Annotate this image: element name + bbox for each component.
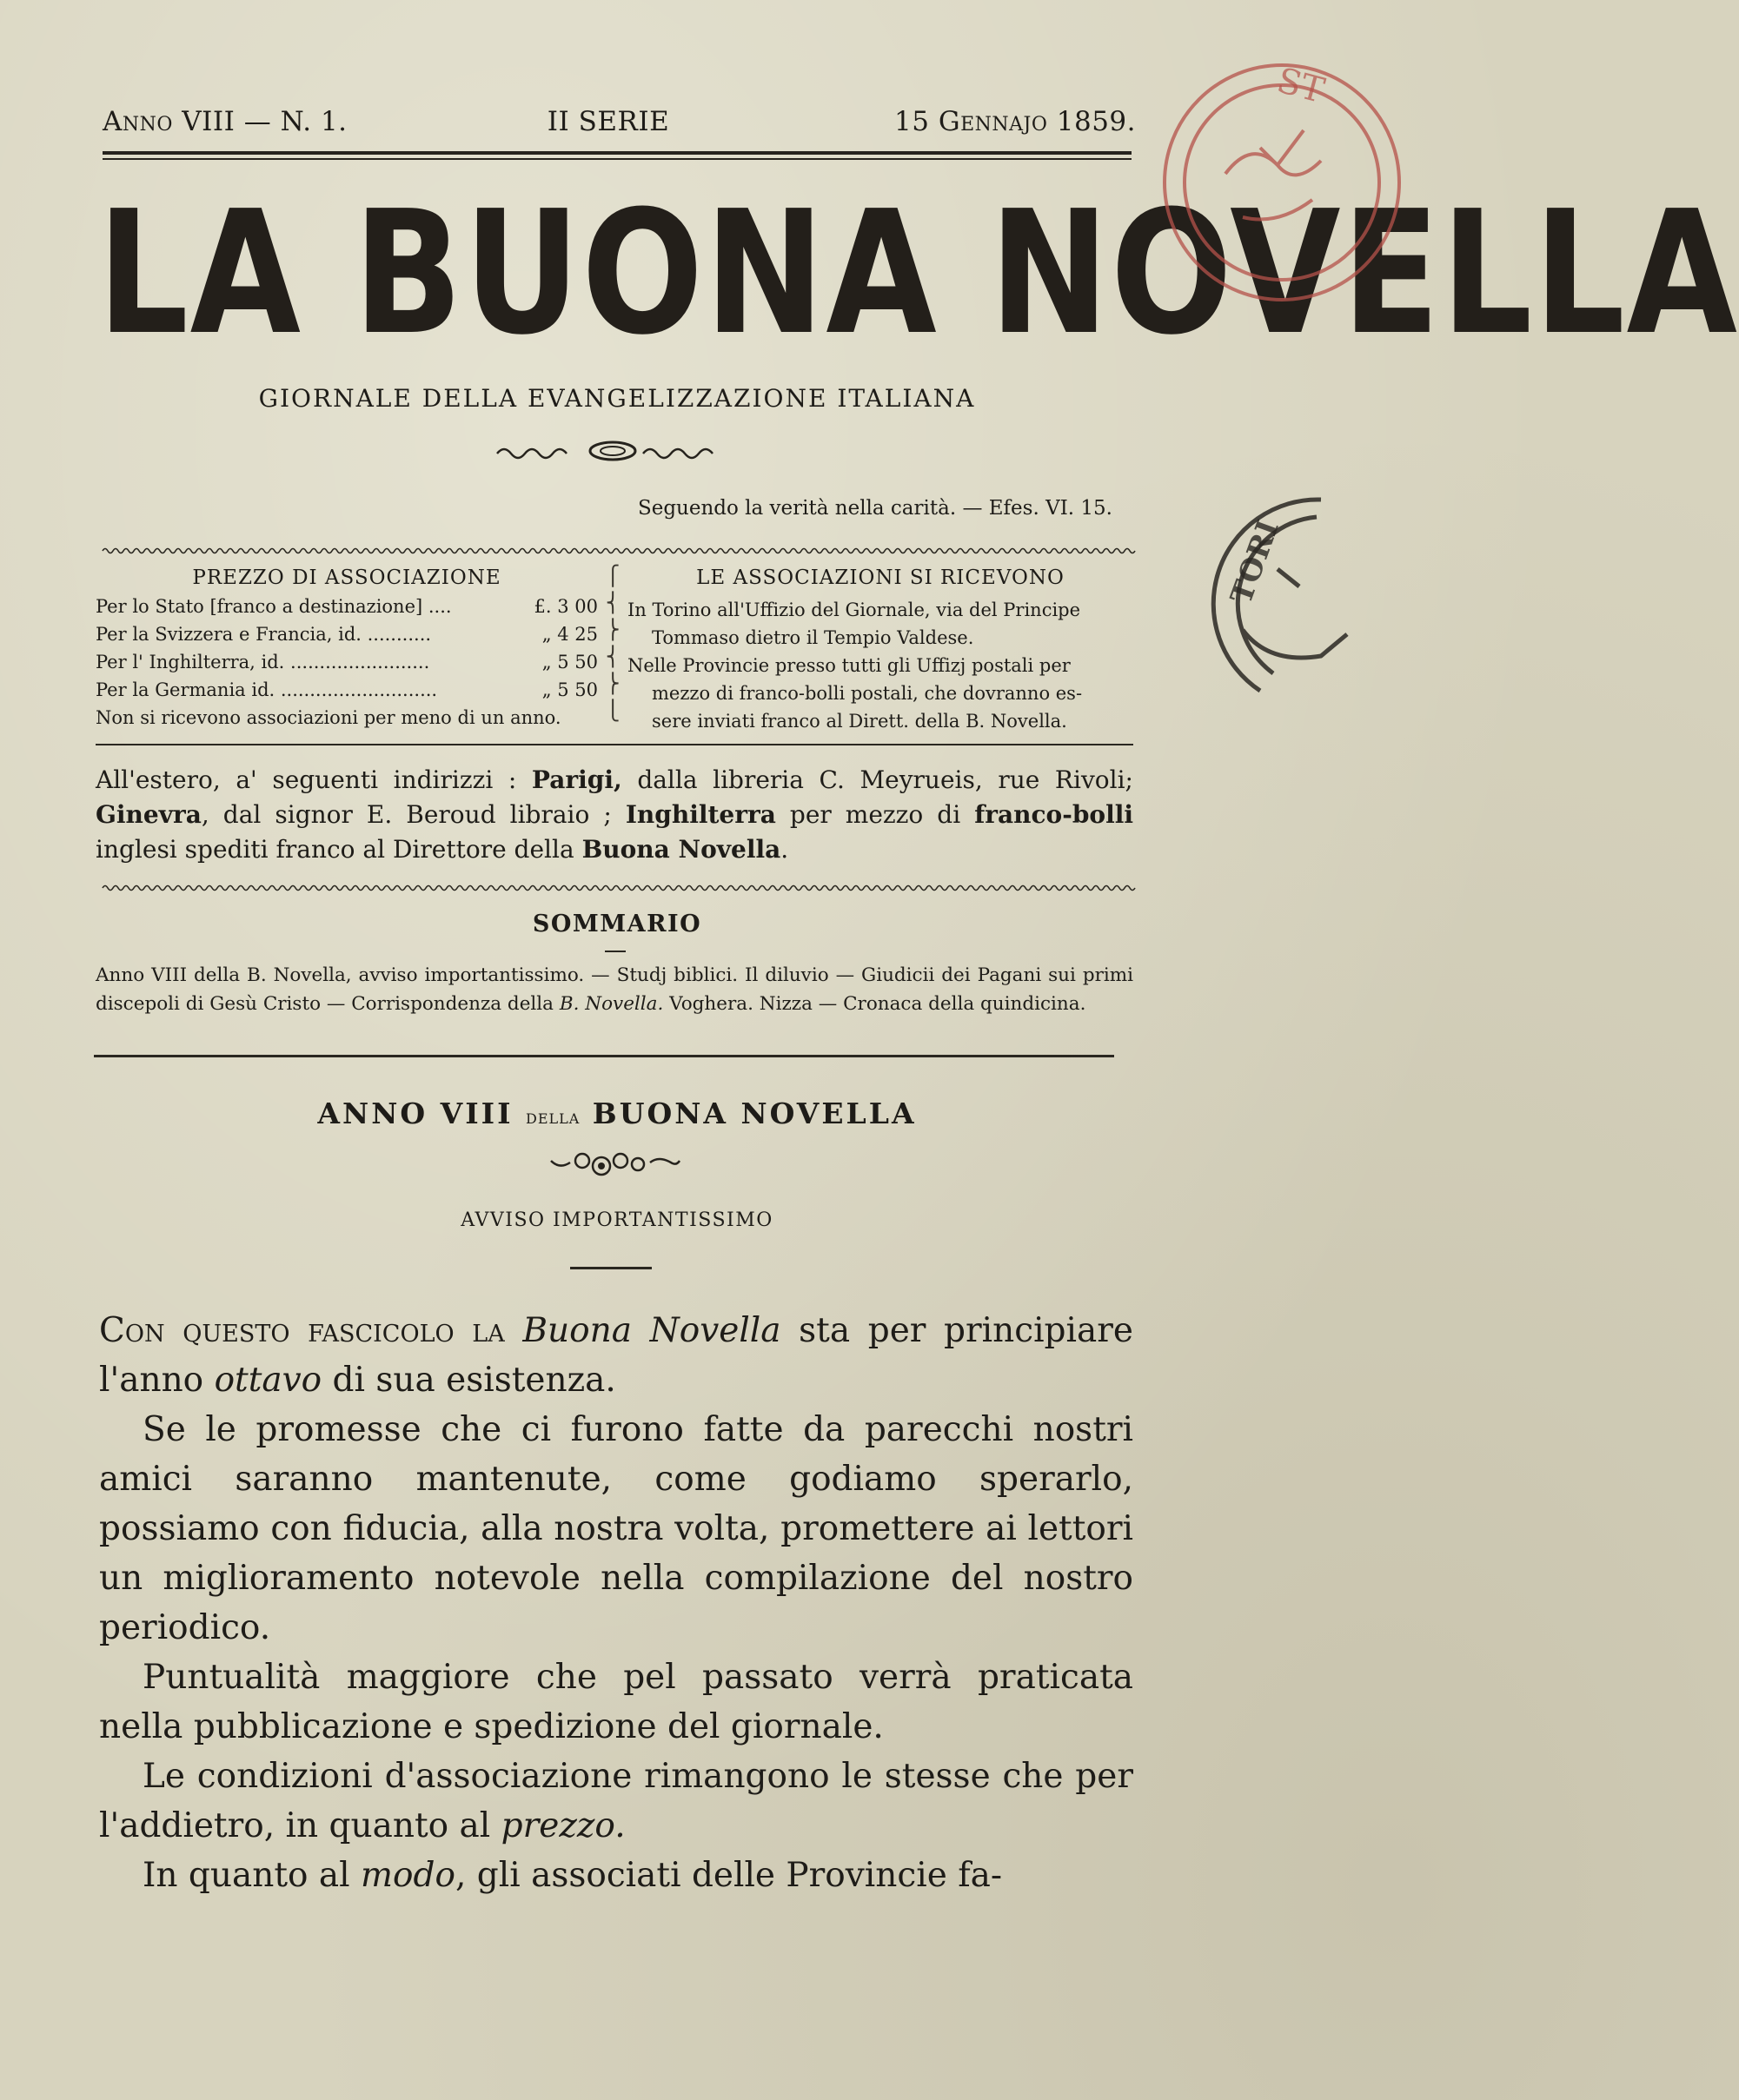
article-title-part: della [526,1106,581,1129]
article-ornament [546,1150,685,1178]
estero-text: dalla libreria C. Meyrueis, rue Rivoli; [621,765,1133,794]
foreign-addresses [96,763,1133,867]
paragraph [99,1306,1133,1405]
price-row [96,624,598,652]
receive-info [627,596,1133,735]
flourish-ornament [495,436,730,466]
price-row-value: £. 3 00 [534,596,598,617]
article-title-part: BUONA NOVELLA [580,1096,917,1130]
summary-dash [605,951,626,952]
paragraph: Puntualità maggiore che pel passato verrà praticata nella pubblicazione e spedizione del giornale. [99,1658,1133,1746]
svg-text:ST: ST [1272,60,1329,112]
masthead-motto: Seguendo la verità nella carità. — Efes. VI. 15. [637,497,1112,520]
receive-line: Nelle Provincie presso tutti gli Uffizj postali per [627,655,1071,676]
paragraph-text: Con questo fascicolo la [99,1311,523,1350]
wavy-divider [103,883,1132,893]
wavy-divider [103,546,1132,556]
masthead-subtitle: GIORNALE DELLA EVANGELIZZAZIONE ITALIANA [258,384,976,413]
price-row [96,596,598,624]
issue-number: Anno VIII — N. 1. [103,106,348,137]
receive-line: In Torino all'Uffizio del Giornale, via del Principe [627,600,1081,620]
masthead-title: LA BUONA NOVELLA [97,175,1739,373]
paragraph-italic: ottavo [214,1361,322,1400]
header-rule [103,151,1132,160]
price-row-value: „ 4 25 [541,624,598,645]
paragraph [99,1851,1133,1900]
section-rule [96,744,1133,745]
red-postmark-stamp [1130,52,1428,313]
article-body [99,1306,1133,1900]
estero-text: , dal signor E. Beroud libraio ; [201,800,626,829]
paragraph [99,1752,1133,1851]
price-row-label: Per la Germania id. ........................... [96,679,438,700]
receive-line: sere inviati franco al Dirett. della B. Novella. [652,711,1067,732]
summary-body [96,961,1133,1018]
svg-text:TORI: TORI [1224,515,1286,609]
price-row [96,652,598,679]
article-title [103,1096,1132,1130]
price-row [96,679,598,707]
estero-city: Ginevra [96,800,202,829]
price-row-value: „ 5 50 [541,652,598,672]
price-row-label: Per la Svizzera e Francia, id. ........... [96,624,432,645]
paragraph-italic: prezzo. [501,1806,626,1845]
paragraph: Se le promesse che ci furono fatte da parecchi nostri amici saranno mantenute, come godiamo sperarlo, possiamo con fiducia, alla nostra volta, promettere ai lettori un miglioramento notevole nella compilazione del nostro periodico. [99,1410,1133,1647]
estero-stamps: franco-bolli [974,800,1133,829]
series-label: II SERIE [547,106,670,137]
paragraph-italic: modo [361,1856,455,1895]
price-row-value: „ 5 50 [541,679,598,700]
estero-journal: Buona Novella [581,835,781,864]
paragraph-text: , gli associati delle Provincie fa- [455,1856,1003,1895]
price-note-text: Non si ricevono associazioni per meno di un anno. [96,707,561,728]
price-heading: PREZZO DI ASSOCIAZIONE [192,566,501,589]
black-postmark-stamp [1208,491,1428,725]
article-title-part: ANNO VIII [317,1096,526,1130]
estero-city: Parigi, [531,765,622,794]
price-row-label: Per l' Inghilterra, id. ........................ [96,652,430,672]
receive-heading: LE ASSOCIAZIONI SI RICEVONO [696,566,1065,589]
article-dash [570,1267,652,1269]
estero-text: . [780,835,789,864]
summary-text: Voghera. Nizza — Cronaca della quindicina. [663,993,1086,1015]
paragraph-italic: Buona Novella [522,1311,781,1350]
summary-text: Anno VIII della B. Novella, avviso importantissimo. — Studj biblici. Il diluvio — Giudicii dei Pagani sui primi discepoli di Gesù Cristo — Corrispondenza della [96,964,1133,1015]
paragraph-text: In quanto al [143,1856,362,1895]
price-row-label: Per lo Stato [franco a destinazione] .... [96,596,452,617]
paragraph-text: di sua esistenza. [322,1361,616,1400]
summary-italic: B. Novella. [559,993,664,1015]
column-brace: ⎧ ⎨ ⎬ ⎨ ⎬ ⎩ [606,566,621,722]
price-note [96,707,598,735]
summary-title: SOMMARIO [532,911,702,937]
paragraph-text: sta per principiare l'anno [99,1311,1133,1400]
issue-date: 15 Gennajo 1859. [894,106,1136,137]
estero-country: Inghilterra [625,800,776,829]
estero-text: inglesi spediti franco al Direttore della [96,835,582,864]
estero-text: All'estero, a' seguenti indirizzi : [96,765,532,794]
receive-line: Tommaso dietro il Tempio Valdese. [652,627,974,648]
section-rule [94,1055,1114,1057]
estero-text: per mezzo di [775,800,975,829]
article-subtitle: AVVISO IMPORTANTISSIMO [461,1209,773,1231]
receive-line: mezzo di franco-bolli postali, che dovranno es- [652,683,1083,704]
paragraph-text: Le condizioni d'associazione rimangono le stesse che per l'addietro, in quanto al [99,1757,1133,1845]
